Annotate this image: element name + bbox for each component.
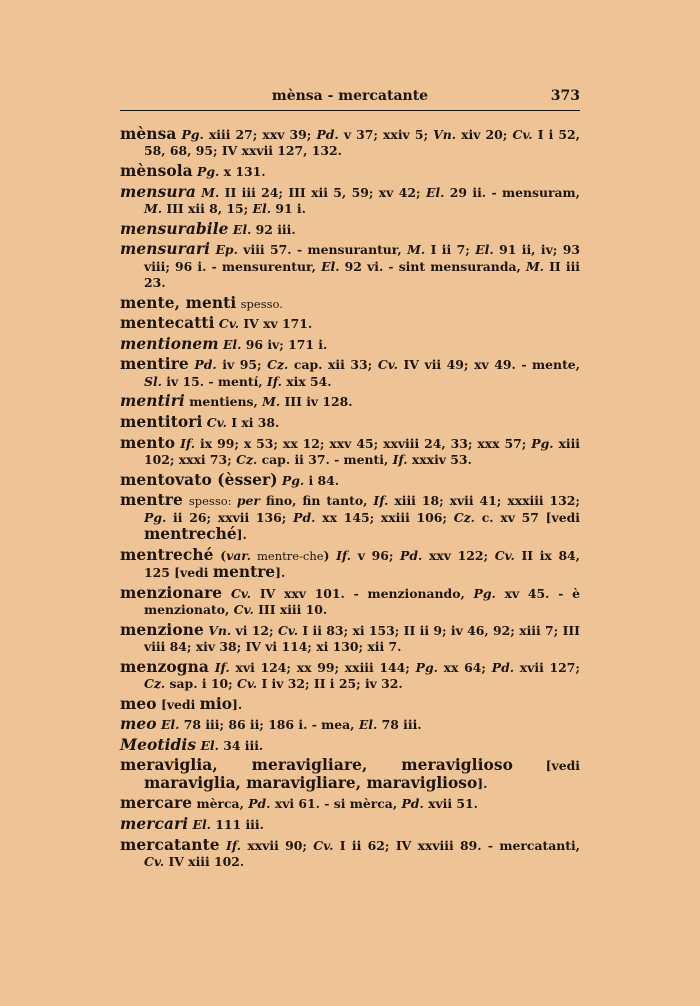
entry-text: i 84. (304, 472, 340, 488)
entry-text: I i 52, 58, 68, 95; IV xxvii 127, 132. (144, 127, 580, 159)
entry-text: c. xv 57 [vedi (474, 509, 580, 525)
source-abbreviation: Ep. (215, 242, 238, 258)
entry-text: ]. (275, 564, 286, 580)
source-abbreviation: If. (226, 837, 242, 853)
entry-text: spesso. (240, 296, 283, 311)
entry-meo-latin (120, 716, 580, 733)
headword: mentionem (120, 334, 219, 353)
entry-text: [vedi (160, 696, 200, 712)
source-abbreviation: Cv. (230, 585, 252, 601)
headword: meraviglia, meravigliare, meraviglioso (120, 756, 514, 775)
source-abbreviation: Pg. (531, 435, 554, 451)
source-abbreviation: var. (226, 547, 251, 563)
headword: mentire (120, 355, 189, 374)
entry-text: ix 99; x 53; xx 12; xxv 45; xxviii 24, 33; xxx 57; (195, 435, 532, 451)
entry-text: I ii 62; IV xxviii 89. - mercatanti, (333, 837, 580, 853)
entry-text: II ix 84, 125 [vedi (144, 547, 580, 580)
source-abbreviation: Cv. (377, 357, 398, 373)
source-abbreviation: Cv. (206, 414, 227, 430)
source-abbreviation: Pg. (415, 659, 438, 675)
entry-text: vi 12; (231, 622, 278, 638)
entry-text: IV xv 171. (239, 316, 313, 332)
source-abbreviation: Vn. (433, 127, 457, 142)
headword: mènsa (120, 125, 177, 143)
source-abbreviation: El. (192, 816, 211, 832)
source-abbreviation: Cz. (144, 675, 166, 691)
entry-mensa (120, 126, 580, 160)
headword: mentiri (120, 392, 185, 411)
cross-reference: mio (199, 694, 233, 713)
header-rule (120, 110, 580, 111)
entry-mentreche (120, 547, 580, 582)
source-abbreviation: If. (214, 659, 230, 675)
source-abbreviation: Pd. (248, 796, 271, 812)
source-abbreviation: Pg. (144, 509, 167, 525)
entry-text: xvi 61. - si mèrca, (270, 796, 402, 812)
source-abbreviation: M. (144, 201, 163, 216)
entry-mercare (120, 795, 580, 812)
entry-text: xix 54. (281, 373, 332, 389)
entry-text: 111 iii. (210, 816, 264, 832)
source-abbreviation: Cv. (233, 601, 254, 617)
entry-text: xiv 20; (456, 127, 513, 142)
entry-text: 91 ii, iv; 93 viii; 96 i. - mensurentur, (144, 242, 580, 274)
entry-text: 78 iii; 86 ii; 186 i. - mea, (179, 717, 359, 733)
entry-text: 78 iii. (377, 717, 422, 733)
entry-menzione (120, 622, 580, 656)
headword: mensurabile (120, 219, 229, 238)
entry-text: II iii 24; III xii 5, 59; xv 42; (219, 184, 426, 200)
headword: meo (120, 694, 157, 713)
entry-text: v 37; xxiv 5; (338, 127, 434, 142)
headword: mentitori (120, 412, 203, 431)
source-abbreviation: Cv. (277, 622, 299, 638)
entry-text: cap. xii 33; (288, 357, 378, 373)
source-abbreviation: M. (525, 258, 544, 274)
headword: Meotidis (120, 735, 197, 754)
entry-mensurabile (120, 221, 580, 238)
source-abbreviation: Cv. (144, 853, 165, 869)
entry-text: [vedi (545, 758, 580, 774)
entry-text: III iv 128. (280, 394, 353, 410)
entry-text: ]. (477, 775, 488, 791)
entry-meo (120, 696, 580, 713)
source-abbreviation: Cv. (512, 127, 533, 142)
source-abbreviation: M. (262, 394, 281, 410)
entry-menzogna (120, 659, 580, 693)
entry-text: xvi 124; xx 99; xxiii 144; (229, 659, 416, 675)
entry-mentre (120, 492, 580, 543)
entry-text: ]. (236, 526, 247, 542)
source-abbreviation: Sl. (144, 373, 162, 389)
source-abbreviation: El. (321, 258, 340, 274)
entry-mercatante (120, 837, 580, 871)
source-abbreviation: If. (392, 451, 408, 467)
entry-mento (120, 435, 580, 469)
source-abbreviation: Cz. (236, 451, 258, 467)
entry-text: xiii 102; xxxi 73; (144, 435, 580, 467)
source-abbreviation: Pg. (197, 164, 220, 179)
entry-text: 34 iii. (218, 737, 264, 753)
headword: mente, menti (120, 293, 237, 312)
headword: mercatante (120, 835, 220, 854)
entry-text: mentre-che (251, 548, 324, 563)
entry-text: 29 ii. - mensuram, (444, 184, 580, 200)
dictionary-entries (120, 126, 580, 874)
entry-mensura (120, 184, 580, 218)
source-abbreviation: per (236, 493, 260, 509)
source-abbreviation: Pd. (194, 357, 217, 373)
source-abbreviation: If. (180, 435, 196, 451)
entry-mentecatti (120, 315, 580, 332)
source-abbreviation: If. (373, 493, 389, 509)
entry-mensola (120, 163, 580, 180)
entry-text: II iii 23. (144, 258, 580, 290)
source-abbreviation: Pd. (400, 547, 423, 563)
entry-mentiri (120, 393, 580, 410)
entry-text: fino, fin tanto, (259, 493, 374, 509)
running-header (120, 88, 580, 108)
source-abbreviation: El. (200, 737, 219, 753)
source-abbreviation: El. (232, 221, 252, 237)
running-title: mènsa - mercatante (271, 88, 429, 104)
source-abbreviation: If. (336, 547, 352, 563)
entry-mentitori (120, 414, 580, 431)
entry-text: x 131. (219, 164, 266, 179)
entry-text: spesso: (188, 494, 237, 509)
source-abbreviation: Pd. (491, 659, 515, 675)
entry-mentire (120, 356, 580, 390)
source-abbreviation: Cv. (236, 675, 258, 691)
entry-menzionare (120, 585, 580, 619)
headword: mercare (120, 794, 193, 813)
source-abbreviation: El. (222, 336, 242, 352)
entry-text: xx 64; (437, 659, 492, 675)
source-abbreviation: If. (266, 373, 282, 389)
headword: mercari (120, 814, 189, 833)
source-abbreviation: Pg. (181, 127, 204, 142)
headword: mènsola (120, 162, 193, 180)
entry-text: III xii 8, 15; (162, 201, 253, 216)
entry-text: ) (323, 547, 337, 563)
source-abbreviation: Pd. (293, 509, 316, 525)
source-abbreviation: El. (475, 242, 494, 258)
entry-text: IV vii 49; xv 49. - mente, (397, 357, 580, 373)
entry-text: I xi 38. (226, 414, 280, 430)
entry-text: xxv 122; (422, 547, 495, 563)
source-abbreviation: Cv. (494, 547, 515, 563)
entry-text: 92 vi. - sint mensuranda, (339, 258, 526, 274)
source-abbreviation: Vn. (208, 622, 232, 638)
entry-text: xv 45. - è menzionato, (144, 585, 580, 617)
entry-text: xvii 127; (514, 659, 580, 675)
source-abbreviation: M. (407, 242, 426, 258)
source-abbreviation: Pd. (401, 796, 424, 812)
entry-mensurari (120, 241, 580, 291)
entry-text: mèrca, (196, 796, 249, 812)
entry-text: IV xxv 101. - menzionando, (251, 585, 474, 601)
headword: mensurari (120, 240, 211, 259)
entry-text: iv 95; (216, 357, 268, 373)
cross-reference: mentre (212, 562, 276, 581)
entry-text: ( (220, 547, 227, 563)
entry-mentionem (120, 336, 580, 353)
source-abbreviation: Cv. (218, 316, 240, 332)
entry-text: IV xiii 102. (164, 853, 245, 869)
source-abbreviation: El. (425, 184, 445, 200)
entry-text: xiii 18; xvii 41; xxxiii 132; (388, 493, 580, 509)
headword: menzogna (120, 657, 209, 676)
entry-text: viii 57. - mensurantur, (237, 242, 408, 258)
entry-text: xvii 51. (423, 796, 478, 812)
headword: mensura (120, 182, 196, 201)
entry-text: 91 i. (271, 201, 306, 216)
entry-mentovato (120, 472, 580, 489)
headword: menzione (120, 620, 204, 639)
source-abbreviation: M. (201, 184, 220, 200)
cross-reference: maraviglia, maravigliare, maraviglioso (144, 773, 478, 792)
source-abbreviation: Cz. (267, 357, 289, 373)
entry-text: I ii 7; (425, 242, 476, 258)
entry-text: v 96; (351, 547, 401, 563)
entry-mercari (120, 816, 580, 833)
cross-reference: mentreché (144, 524, 237, 543)
source-abbreviation: Pd. (316, 127, 339, 142)
entry-text: xiii 27; xxv 39; (203, 127, 317, 142)
entry-text: cap. ii 37. - menti, (257, 451, 393, 467)
entry-meotidis (120, 737, 580, 754)
headword: menzionare (120, 583, 223, 602)
entry-text: I iv 32; II i 25; iv 32. (257, 675, 403, 691)
entry-text: 96 iv; 171 i. (241, 336, 328, 352)
entry-text: xx 145; xxiii 106; (315, 509, 454, 525)
entry-mente (120, 295, 580, 312)
source-abbreviation: El. (358, 717, 378, 733)
entry-text: I ii 83; xi 153; II ii 9; iv 46, 92; xiii 7; III viii 84; xiv 38; IV vi 114; xi 130; xii 7. (144, 622, 580, 654)
headword: meo (120, 715, 157, 734)
headword: mento (120, 433, 176, 452)
entry-text: mentiens, (189, 394, 263, 410)
entry-text: xxvii 90; (241, 837, 314, 853)
source-abbreviation: Cz. (453, 509, 475, 525)
source-abbreviation: Pg. (473, 585, 496, 601)
source-abbreviation: Pg. (281, 472, 305, 488)
entry-text: sap. i 10; (165, 675, 237, 691)
source-abbreviation: Cv. (313, 837, 334, 853)
headword: mentreché (120, 545, 214, 564)
headword: mentecatti (120, 314, 215, 333)
source-abbreviation: El. (252, 201, 272, 216)
entry-text: ii 26; xxvii 136; (166, 509, 294, 525)
entry-text: ]. (232, 696, 243, 712)
entry-text: 92 iii. (251, 221, 296, 237)
headword: mentovato (èsser) (120, 470, 278, 489)
headword: mentre (120, 491, 183, 510)
page-number: 373 (550, 88, 580, 104)
entry-text: III xiii 10. (253, 601, 328, 617)
entry-text: iv 15. - mentí, (161, 373, 267, 389)
source-abbreviation: El. (160, 717, 180, 733)
entry-text: xxxiv 53. (407, 451, 472, 467)
entry-meraviglia (120, 757, 580, 792)
